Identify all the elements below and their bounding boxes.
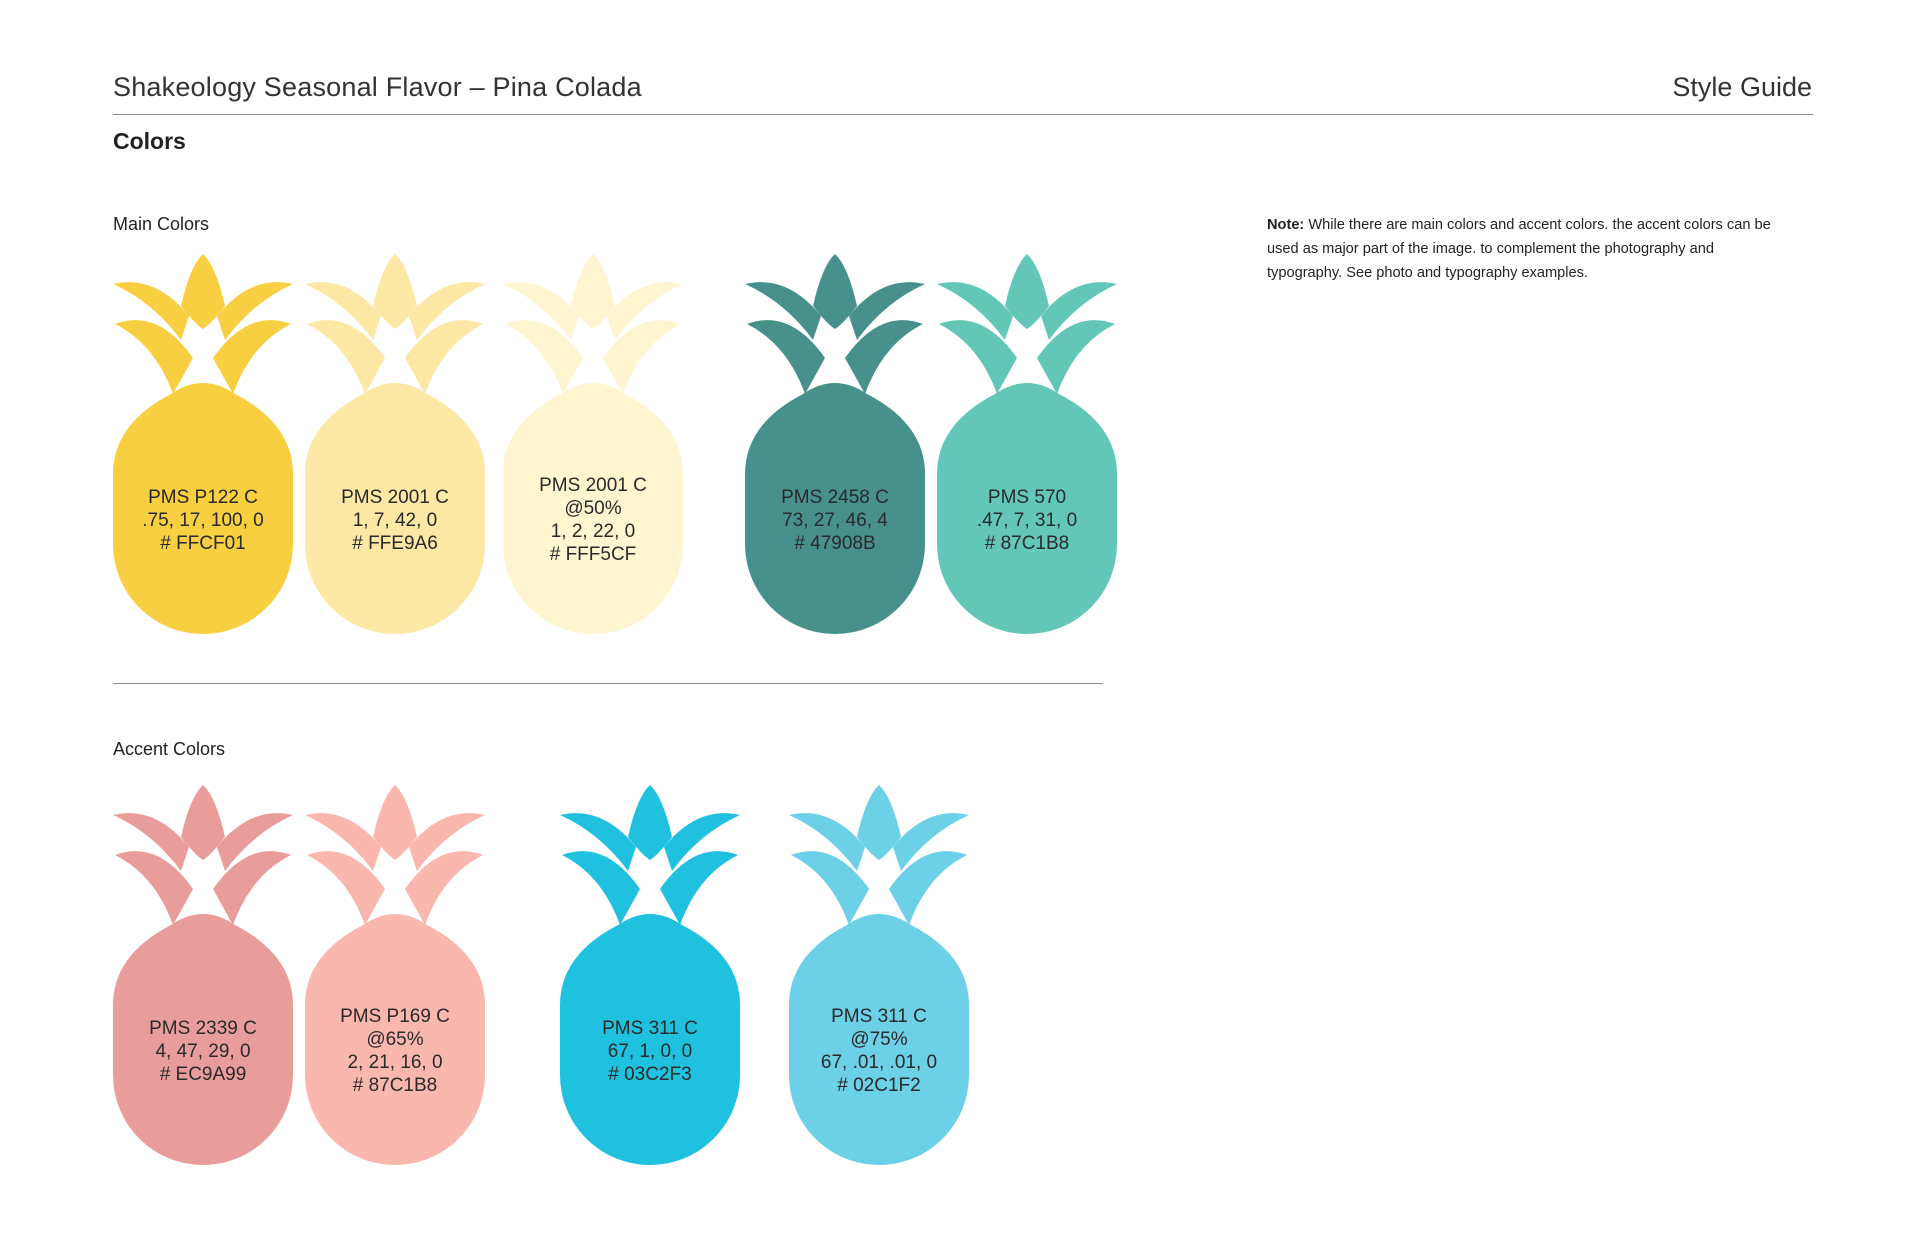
swatch-label-line: # FFE9A6 — [352, 532, 438, 554]
swatch-label — [305, 462, 485, 578]
swatch-label-line: 2, 21, 16, 0 — [347, 1052, 443, 1073]
note-text: While there are main colors and accent colors. the accent colors can be used as major part of the image. to complement the photography and typography. See photo and typography examples. — [1267, 217, 1771, 281]
swatch-label-line: # 02C1F2 — [837, 1075, 921, 1096]
accent-swatch-2 — [305, 785, 485, 1145]
note-label: Note: — [1267, 217, 1305, 233]
main-swatch-3 — [503, 254, 683, 614]
swatch-label-line: @65% — [366, 1029, 424, 1050]
swatch-label-line: .75, 17, 100, 0 — [142, 509, 264, 531]
swatch-label — [560, 993, 740, 1109]
swatch-label-line: 67, .01, .01, 0 — [820, 1052, 938, 1073]
swatch-label-line: PMS 2458 C — [781, 486, 889, 508]
swatch-label — [745, 462, 925, 578]
swatch-label — [937, 462, 1117, 578]
swatch-label-line: # EC9A99 — [159, 1063, 247, 1085]
accent-colors-label: Accent Colors — [113, 739, 226, 759]
swatch-label-line: PMS P169 C — [340, 1006, 450, 1027]
swatch-label — [305, 993, 485, 1109]
swatch-label-line: 67, 1, 0, 0 — [607, 1040, 693, 1062]
swatch-label — [503, 462, 683, 578]
main-colors-label: Main Colors — [113, 214, 210, 234]
swatch-label-line: PMS 2001 C — [539, 475, 647, 496]
document-title: Shakeology Seasonal Flavor – Pina Colada — [113, 72, 642, 102]
document-tag: Style Guide — [1672, 72, 1812, 102]
swatch-label-line: PMS 311 C — [602, 1017, 698, 1039]
main-swatch-2 — [305, 254, 485, 614]
swatch-label-line: # 87C1B8 — [352, 1075, 438, 1096]
swatch-label-line: # 47908B — [794, 532, 876, 554]
swatch-label-line: 73, 27, 46, 4 — [782, 509, 888, 531]
accent-swatch-3 — [560, 785, 740, 1145]
swatch-label — [113, 462, 293, 578]
main-swatch-5 — [937, 254, 1117, 614]
swatch-label-line: # FFF5CF — [549, 544, 637, 565]
main-swatch-1 — [113, 254, 293, 614]
accent-swatch-4 — [789, 785, 969, 1145]
accent-swatch-1 — [113, 785, 293, 1145]
header-divider — [113, 114, 1813, 115]
swatch-label-line: PMS 311 C — [831, 1006, 927, 1027]
swatch-label-line: PMS 570 — [987, 486, 1067, 508]
swatch-label-line: @75% — [850, 1029, 908, 1050]
swatch-label-line: 4, 47, 29, 0 — [155, 1040, 251, 1062]
section-divider — [113, 683, 1103, 684]
swatch-label-line: 1, 2, 22, 0 — [550, 521, 636, 542]
swatch-label-line: # FFCF01 — [160, 532, 246, 554]
swatch-label-line: 1, 7, 42, 0 — [352, 509, 438, 531]
swatch-label — [113, 993, 293, 1109]
swatch-label-line: # 03C2F3 — [608, 1063, 692, 1085]
main-swatch-4 — [745, 254, 925, 614]
swatch-label — [789, 993, 969, 1109]
section-title: Colors — [113, 128, 186, 154]
swatch-label-line: # 87C1B8 — [984, 532, 1070, 554]
swatch-label-line: .47, 7, 31, 0 — [976, 509, 1078, 531]
note-paragraph — [1267, 213, 1787, 285]
swatch-label-line: @50% — [564, 498, 622, 519]
swatch-label-line: PMS 2001 C — [341, 486, 449, 508]
swatch-label-line: PMS P122 C — [148, 486, 258, 508]
swatch-label-line: PMS 2339 C — [149, 1017, 257, 1039]
